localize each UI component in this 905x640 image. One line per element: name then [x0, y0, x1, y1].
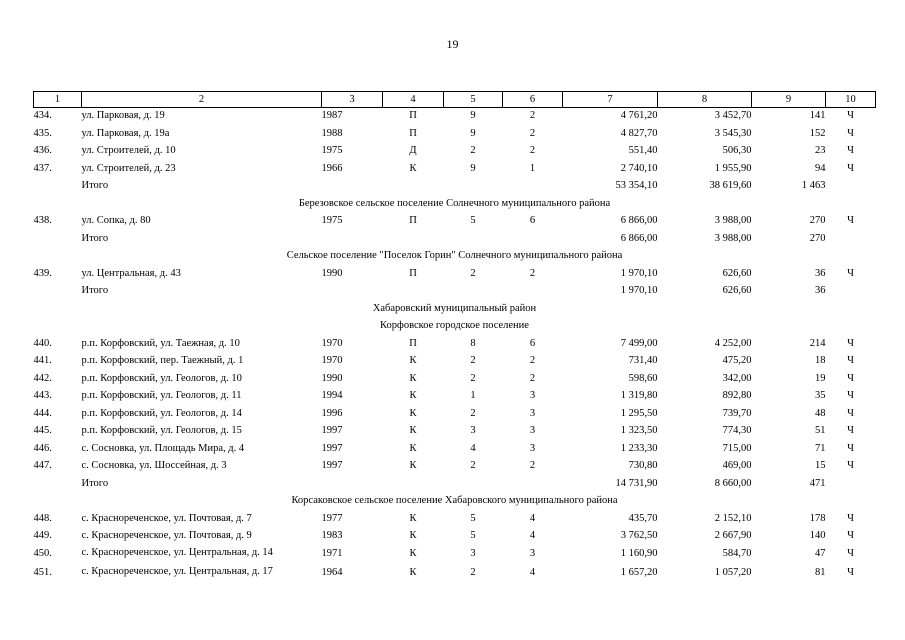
address-cell: ул. Строителей, д. 23	[81, 162, 176, 174]
mark-cell: Ч	[847, 127, 854, 139]
floors-cell: 9	[470, 162, 476, 174]
floors-cell: 2	[470, 145, 476, 156]
mark-cell: Ч	[847, 145, 854, 156]
residents-cell: 214	[809, 337, 826, 349]
living-area-cell: 3 545,30	[714, 127, 752, 139]
material-cell: К	[409, 567, 417, 578]
row-number: 439.	[33, 267, 52, 279]
row-number: 447.	[33, 460, 52, 471]
mark-cell: Ч	[847, 442, 854, 454]
residents-cell: 141	[809, 110, 826, 121]
table-row	[34, 143, 876, 161]
residents-cell: 19	[815, 372, 826, 384]
mark-cell: Ч	[847, 547, 854, 559]
living-area-cell: 4 252,00	[714, 337, 752, 349]
cell-year	[322, 476, 383, 494]
row-number: 448.	[33, 512, 52, 524]
total-living-area: 38 619,60	[709, 180, 752, 191]
material-cell: П	[409, 110, 417, 121]
entrances-cell: 2	[529, 127, 536, 139]
table-row	[34, 546, 876, 566]
living-area-cell: 774,30	[722, 425, 752, 436]
address-cell: р.п. Корфовский, ул. Геологов, д. 15	[81, 425, 242, 436]
year-cell: 1988	[321, 127, 343, 139]
year-cell: 1966	[321, 162, 343, 174]
row-number: 445.	[33, 425, 52, 436]
total-area-cell: 1 970,10	[620, 267, 658, 279]
cell-year	[322, 178, 383, 196]
section-header-row	[34, 493, 876, 511]
material-cell: К	[409, 425, 417, 436]
living-area-cell: 739,70	[722, 407, 752, 419]
cell-floors	[444, 476, 503, 494]
material-cell: К	[409, 530, 417, 541]
floors-cell: 5	[470, 530, 476, 541]
cell-mark	[826, 283, 876, 301]
year-cell: 1977	[321, 512, 343, 524]
total-area-cell: 6 866,00	[620, 215, 658, 226]
material-cell: П	[409, 267, 417, 279]
address-cell: р.п. Корфовский, ул. Таежная, д. 10	[81, 337, 240, 349]
mark-cell: Ч	[847, 512, 854, 524]
material-cell: П	[409, 337, 417, 349]
total-label: Итого	[81, 232, 109, 244]
total-row	[34, 231, 876, 249]
column-header: 8	[658, 92, 752, 108]
entrances-cell: 3	[529, 547, 536, 559]
residents-cell: 152	[809, 127, 826, 139]
mark-cell: Ч	[847, 407, 854, 419]
year-cell: 1987	[321, 110, 343, 121]
living-area-cell: 626,60	[722, 267, 752, 279]
section-header-row	[34, 248, 876, 266]
table-row	[34, 458, 876, 476]
year-cell: 1971	[321, 547, 343, 559]
material-cell: К	[409, 390, 417, 401]
column-header: 5	[444, 92, 503, 108]
cell-material	[383, 283, 444, 301]
total-living-area: 3 988,00	[714, 232, 752, 244]
address-cell: с. Краснореченское, ул. Почтовая, д. 7	[81, 512, 252, 524]
table-row	[34, 528, 876, 546]
living-area-cell: 2 667,90	[714, 530, 752, 541]
floors-cell: 9	[470, 127, 476, 139]
table-row	[34, 441, 876, 459]
floors-cell: 5	[470, 512, 476, 524]
mark-cell: Ч	[847, 567, 854, 578]
housing-registry-table	[33, 91, 876, 585]
year-cell: 1970	[321, 355, 343, 366]
floors-cell: 2	[470, 372, 476, 384]
residents-cell: 140	[809, 530, 826, 541]
cell-entrances	[503, 476, 563, 494]
table-row	[34, 126, 876, 144]
floors-cell: 8	[470, 337, 476, 349]
mark-cell: Ч	[847, 372, 854, 384]
column-header: 2	[82, 92, 322, 108]
entrances-cell: 3	[529, 390, 536, 401]
cell-year	[322, 231, 383, 249]
cell-entrances	[503, 231, 563, 249]
total-count: 1 463	[801, 180, 826, 191]
floors-cell: 5	[470, 215, 476, 226]
mark-cell: Ч	[847, 337, 854, 349]
row-number: 438.	[33, 215, 52, 226]
floors-cell: 2	[470, 460, 476, 471]
year-cell: 1997	[321, 460, 343, 471]
total-area-cell: 1 323,50	[620, 425, 658, 436]
column-header: 3	[322, 92, 383, 108]
row-number	[34, 476, 82, 494]
living-area-cell: 469,00	[722, 460, 752, 471]
total-area-cell: 730,80	[628, 460, 658, 471]
cell-floors	[444, 231, 503, 249]
section-title: Сельское поселение "Поселок Горин" Солнечного муниципального района	[286, 250, 623, 261]
floors-cell: 2	[470, 355, 476, 366]
year-cell: 1975	[321, 215, 343, 226]
total-area-cell: 3 762,50	[620, 530, 658, 541]
column-number-row	[34, 92, 876, 108]
mark-cell: Ч	[847, 215, 854, 226]
section-title: Корфовское городское поселение	[380, 320, 529, 331]
residents-cell: 36	[815, 267, 826, 279]
living-area-cell: 506,30	[722, 145, 752, 156]
total-area-cell: 7 499,00	[620, 337, 658, 349]
total-living-area: 626,60	[722, 285, 752, 296]
total-area-cell: 598,60	[628, 372, 658, 384]
floors-cell: 2	[470, 567, 476, 578]
mark-cell: Ч	[847, 390, 854, 401]
address-cell: с. Сосновка, ул. Шоссейная, д. 3	[81, 460, 227, 471]
material-cell: К	[409, 372, 417, 384]
total-area-cell: 1 160,90	[620, 547, 658, 559]
mark-cell: Ч	[847, 425, 854, 436]
row-number: 450.	[33, 547, 52, 559]
section-title: Хабаровский муниципальный район	[372, 302, 537, 314]
table-row	[34, 266, 876, 284]
table-row	[34, 388, 876, 406]
year-cell: 1975	[321, 145, 343, 156]
total-area-cell: 2 740,10	[620, 162, 658, 174]
residents-cell: 23	[815, 145, 826, 156]
living-area-cell: 2 152,10	[714, 512, 752, 524]
material-cell: К	[409, 162, 417, 174]
address-cell: р.п. Корфовский, ул. Геологов, д. 11	[81, 390, 242, 401]
total-area-cell: 1 319,80	[620, 390, 658, 401]
cell-mark	[826, 476, 876, 494]
mark-cell: Ч	[847, 530, 854, 541]
total-label: Итого	[81, 477, 109, 489]
address-cell: ул. Парковая, д. 19	[81, 110, 165, 121]
section-title: Корсаковское сельское поселение Хабаровского муниципального района	[291, 495, 618, 506]
floors-cell: 1	[470, 390, 476, 401]
living-area-cell: 715,00	[722, 442, 752, 454]
section-title: Березовское сельское поселение Солнечного муниципального района	[298, 197, 611, 209]
year-cell: 1996	[321, 407, 343, 419]
total-area-cell: 551,40	[628, 145, 658, 156]
row-number	[34, 178, 82, 196]
address-cell: р.п. Корфовский, ул. Геологов, д. 10	[81, 372, 242, 384]
year-cell: 1994	[321, 390, 343, 401]
entrances-cell: 2	[529, 267, 536, 279]
entrances-cell: 2	[529, 355, 536, 366]
total-area: 14 731,90	[615, 477, 658, 489]
row-number: 444.	[33, 407, 52, 419]
residents-cell: 48	[815, 407, 826, 419]
mark-cell: Ч	[847, 460, 854, 471]
table-row	[34, 353, 876, 371]
row-number: 437.	[33, 162, 52, 174]
row-number: 436.	[33, 145, 52, 156]
column-header: 9	[752, 92, 826, 108]
living-area-cell: 584,70	[722, 547, 752, 559]
living-area-cell: 892,80	[722, 390, 752, 401]
table-row	[34, 161, 876, 179]
column-header: 10	[826, 92, 876, 108]
cell-entrances	[503, 178, 563, 196]
residents-cell: 15	[815, 460, 826, 471]
material-cell: П	[409, 215, 417, 226]
total-row	[34, 476, 876, 494]
table-row	[34, 406, 876, 424]
column-header: 4	[383, 92, 444, 108]
entrances-cell: 4	[529, 530, 536, 541]
floors-cell: 3	[470, 547, 476, 559]
entrances-cell: 2	[529, 110, 536, 121]
page-number: 19	[446, 37, 459, 51]
cell-entrances	[503, 283, 563, 301]
material-cell: Д	[409, 145, 417, 156]
floors-cell: 4	[470, 442, 476, 454]
address-cell: с. Краснореченское, ул. Центральная, д. 17	[81, 566, 273, 577]
column-header: 6	[503, 92, 563, 108]
residents-cell: 81	[815, 567, 826, 578]
living-area-cell: 1 955,90	[714, 162, 752, 174]
total-area: 1 970,10	[620, 285, 658, 296]
address-cell: ул. Строителей, д. 10	[81, 145, 176, 156]
total-count: 270	[809, 232, 826, 244]
entrances-cell: 2	[529, 372, 536, 384]
residents-cell: 94	[815, 162, 826, 174]
cell-floors	[444, 178, 503, 196]
table-body	[34, 108, 876, 585]
material-cell: К	[409, 407, 417, 419]
table-row	[34, 108, 876, 126]
entrances-cell: 3	[529, 425, 536, 436]
address-cell: ул. Центральная, д. 43	[81, 267, 181, 279]
section-header-row	[34, 196, 876, 214]
entrances-cell: 1	[529, 162, 536, 174]
living-area-cell: 3 988,00	[714, 215, 752, 226]
column-header: 7	[563, 92, 658, 108]
total-label: Итого	[81, 180, 109, 191]
material-cell: К	[409, 547, 417, 559]
entrances-cell: 6	[529, 337, 536, 349]
material-cell: К	[409, 460, 417, 471]
residents-cell: 71	[815, 442, 826, 454]
section-header-row	[34, 318, 876, 336]
year-cell: 1964	[321, 567, 343, 578]
material-cell: К	[409, 442, 417, 454]
cell-mark	[826, 178, 876, 196]
total-count: 471	[809, 477, 826, 489]
residents-cell: 18	[815, 355, 826, 366]
material-cell: К	[409, 355, 417, 366]
total-area-cell: 1 233,30	[620, 442, 658, 454]
address-cell: с. Краснореченское, ул. Центральная, д. 14	[81, 546, 273, 558]
floors-cell: 2	[470, 267, 476, 279]
row-number: 451.	[33, 567, 52, 578]
column-header: 1	[34, 92, 82, 108]
entrances-cell: 3	[529, 407, 536, 419]
mark-cell: Ч	[847, 355, 854, 366]
living-area-cell: 342,00	[722, 372, 752, 384]
entrances-cell: 4	[529, 567, 536, 578]
floors-cell: 3	[470, 425, 476, 436]
row-number: 440.	[33, 337, 52, 349]
total-area-cell: 731,40	[628, 355, 658, 366]
living-area-cell: 3 452,70	[714, 110, 752, 121]
entrances-cell: 2	[529, 145, 536, 156]
floors-cell: 9	[470, 110, 476, 121]
address-cell: р.п. Корфовский, ул. Геологов, д. 14	[81, 407, 242, 419]
cell-floors	[444, 283, 503, 301]
year-cell: 1997	[321, 425, 343, 436]
row-number: 446.	[33, 442, 52, 454]
living-area-cell: 475,20	[722, 355, 752, 366]
total-area-cell: 4 761,20	[620, 110, 658, 121]
total-area-cell: 4 827,70	[620, 127, 658, 139]
cell-material	[383, 231, 444, 249]
address-cell: с. Краснореченское, ул. Почтовая, д. 9	[81, 530, 252, 541]
row-number: 443.	[33, 390, 52, 401]
row-number: 441.	[33, 355, 52, 366]
year-cell: 1970	[321, 337, 343, 349]
mark-cell: Ч	[847, 162, 854, 174]
residents-cell: 35	[815, 390, 826, 401]
total-area-cell: 1 657,20	[620, 567, 658, 578]
year-cell: 1990	[321, 372, 343, 384]
year-cell: 1997	[321, 442, 343, 454]
total-area-cell: 435,70	[628, 512, 658, 524]
total-row	[34, 283, 876, 301]
total-area: 6 866,00	[620, 232, 658, 244]
material-cell: П	[409, 127, 417, 139]
cell-year	[322, 283, 383, 301]
total-living-area: 8 660,00	[714, 477, 752, 489]
table-row	[34, 371, 876, 389]
total-area: 53 354,10	[615, 180, 658, 191]
residents-cell: 47	[815, 547, 826, 559]
section-header-row	[34, 301, 876, 319]
entrances-cell: 6	[529, 215, 536, 226]
row-number: 442.	[33, 372, 52, 384]
row-number	[34, 231, 82, 249]
residents-cell: 178	[809, 512, 826, 524]
floors-cell: 2	[470, 407, 476, 419]
residents-cell: 270	[809, 215, 826, 226]
total-count: 36	[815, 285, 826, 296]
address-cell: ул. Парковая, д. 19а	[81, 127, 170, 139]
year-cell: 1990	[321, 267, 343, 279]
cell-material	[383, 476, 444, 494]
residents-cell: 51	[815, 425, 826, 436]
cell-material	[383, 178, 444, 196]
entrances-cell: 3	[529, 442, 536, 454]
row-number: 435.	[33, 127, 52, 139]
address-cell: с. Сосновка, ул. Площадь Мира, д. 4	[81, 442, 245, 454]
living-area-cell: 1 057,20	[714, 567, 752, 578]
cell-mark	[826, 231, 876, 249]
address-cell: р.п. Корфовский, пер. Таежный, д. 1	[81, 355, 244, 366]
row-number: 434.	[33, 110, 52, 121]
row-number	[34, 283, 82, 301]
table-row	[34, 511, 876, 529]
row-number: 449.	[33, 530, 52, 541]
entrances-cell: 4	[529, 512, 536, 524]
table-row	[34, 336, 876, 354]
table-row	[34, 565, 876, 585]
mark-cell: Ч	[847, 267, 854, 279]
mark-cell: Ч	[847, 110, 854, 121]
total-row	[34, 178, 876, 196]
address-cell: ул. Сопка, д. 80	[81, 215, 151, 226]
table-row	[34, 213, 876, 231]
total-area-cell: 1 295,50	[620, 407, 658, 419]
year-cell: 1983	[321, 530, 343, 541]
material-cell: К	[409, 512, 417, 524]
table-row	[34, 423, 876, 441]
entrances-cell: 2	[529, 460, 536, 471]
total-label: Итого	[81, 285, 109, 296]
